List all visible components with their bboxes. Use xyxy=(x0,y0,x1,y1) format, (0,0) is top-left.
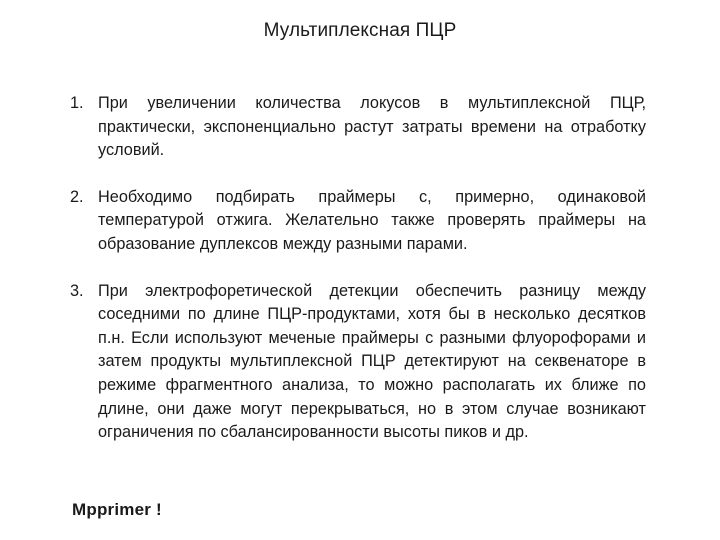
footer-note: Mpprimer ! xyxy=(72,500,162,519)
list-item-text: При электрофоретической детекции обеспечить разницу между соседними по длине ПЦР-продуктами, хотя бы в несколько десятков п.н. Если используют меченые праймеры с разными флуорофорами и затем продукты мультиплексной ПЦР детектируют на секвенаторе в режиме фрагментного анализа, то можно располагать их ближе по длине, они даже могут перекрываться, но в этом случае возникают ограничения по сбалансированности высоты пиков и др. xyxy=(98,281,646,442)
list-item-number: 2. xyxy=(70,187,84,206)
list-item-number: 3. xyxy=(70,281,84,300)
list-item-text: При увеличении количества локусов в мультиплексной ПЦР, практически, экспоненциально растут затраты времени на отработку условий. xyxy=(98,94,646,160)
list-item xyxy=(70,92,646,163)
numbered-list xyxy=(70,92,646,468)
list-item xyxy=(70,280,646,445)
slide-title: Мультиплексная ПЦР xyxy=(263,20,457,41)
list-item xyxy=(70,186,646,257)
list-item-number: 1. xyxy=(70,94,84,112)
list-item-text: Необходимо подбирать праймеры с, примерно, одинаковой температурой отжига. Желательно также проверять праймеры на образование дуплексов между разными парами. xyxy=(98,187,646,253)
